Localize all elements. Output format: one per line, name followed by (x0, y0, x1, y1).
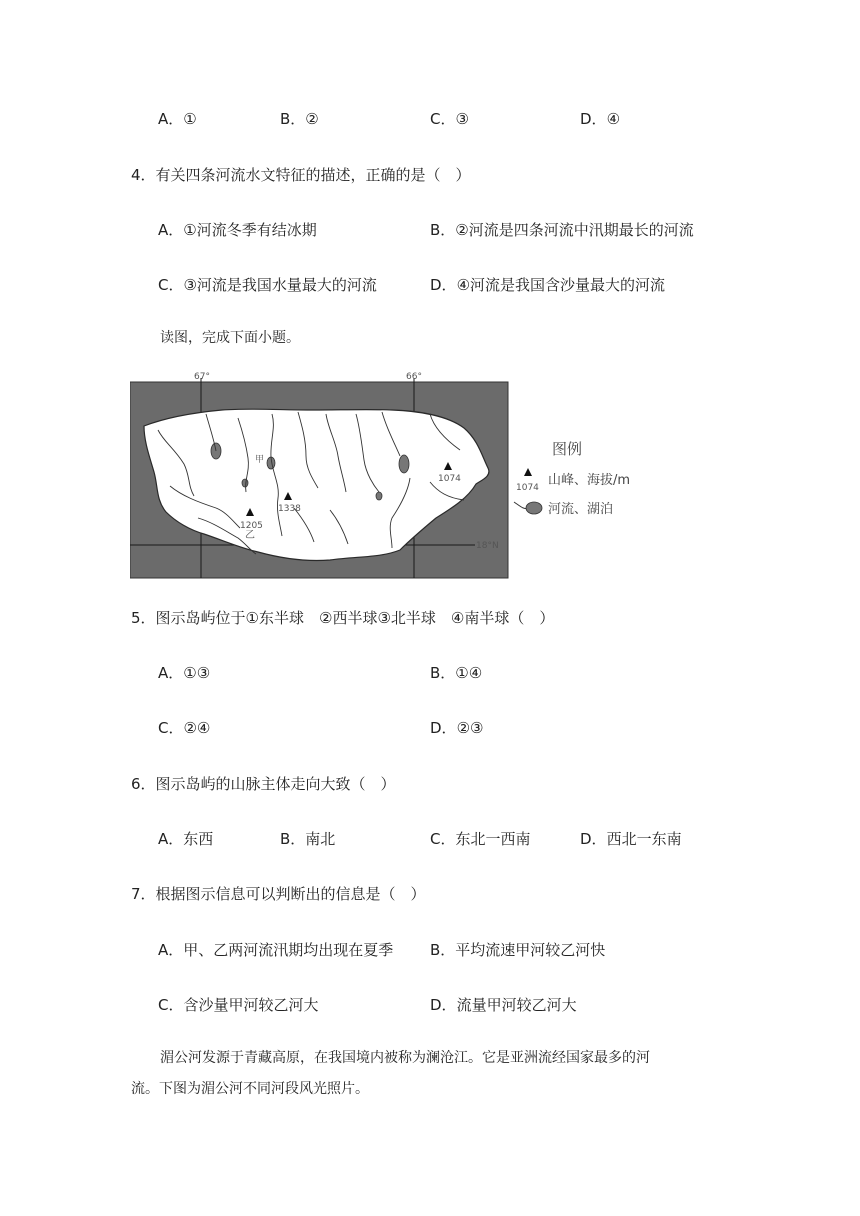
q5-option-c: C．②④ (158, 719, 211, 737)
island-map (130, 368, 650, 582)
river-label-yi: 乙 (245, 530, 255, 541)
peak-elev-1074: 1074 (438, 474, 461, 484)
peak-elev-1205: 1205 (240, 521, 263, 531)
mekong-passage-line-1: 湄公河发源于青藏高原，在我国境内被称为澜沧江。它是亚洲流经国家最多的河 (160, 1050, 650, 1066)
q7-option-c: C．含沙量甲河较乙河大 (158, 996, 319, 1014)
q6-option-c: C．东北一西南 (430, 830, 531, 848)
q7-stem: 7．根据图示信息可以判断出的信息是（ ） (131, 885, 426, 903)
q7-option-a: A．甲、乙两河流汛期均出现在夏季 (158, 941, 394, 959)
mekong-passage-line-2: 流。下图为湄公河不同河段风光照片。 (131, 1081, 369, 1097)
q4-option-d: D．④河流是我国含沙量最大的河流 (430, 276, 666, 294)
q6-option-d: D．西北一东南 (580, 830, 682, 848)
q6-stem: 6．图示岛屿的山脉主体走向大致（ ） (131, 775, 396, 793)
q7-option-d: D．流量甲河较乙河大 (430, 996, 577, 1014)
q5-option-b: B．①④ (430, 664, 483, 682)
lake (242, 479, 248, 487)
lon-left-label: 67° (194, 372, 210, 382)
q3-option-d: D．④ (580, 110, 621, 128)
legend-peak-icon (524, 468, 532, 476)
q4-stem: 4．有关四条河流水文特征的描述，正确的是（ ） (131, 166, 471, 184)
legend-title: 图例 (552, 440, 583, 458)
legend-river-label: 河流、湖泊 (548, 502, 614, 517)
map-intro: 读图，完成下面小题。 (160, 330, 300, 346)
q5-option-a: A．①③ (158, 664, 211, 682)
legend-lake-icon (526, 502, 542, 514)
q5-stem: 5．图示岛屿位于①东半球 ②西半球③北半球 ④南半球（ ） (131, 609, 555, 627)
legend-peak-label: 山峰、海拔/m (548, 473, 631, 488)
q3-option-b: B．② (280, 110, 319, 128)
q5-option-d: D．②③ (430, 719, 484, 737)
q3-option-a: A．① (158, 110, 197, 128)
lake (399, 455, 409, 473)
q3-option-c: C．③ (430, 110, 469, 128)
q7-option-b: B．平均流速甲河较乙河快 (430, 941, 606, 959)
q4-option-a: A．①河流冬季有结冰期 (158, 221, 317, 239)
q4-option-b: B．②河流是四条河流中汛期最长的河流 (430, 221, 694, 239)
q6-option-a: A．东西 (158, 830, 214, 848)
river-label-jia: 甲 (255, 455, 265, 465)
lon-right-label: 66° (406, 372, 422, 382)
q6-option-b: B．南北 (280, 830, 336, 848)
legend-peak-sample: 1074 (516, 483, 539, 493)
lake (376, 492, 382, 500)
peak-elev-1338: 1338 (278, 504, 301, 514)
q4-option-c: C．③河流是我国水量最大的河流 (158, 276, 377, 294)
lat-label: 18°N (476, 541, 499, 551)
